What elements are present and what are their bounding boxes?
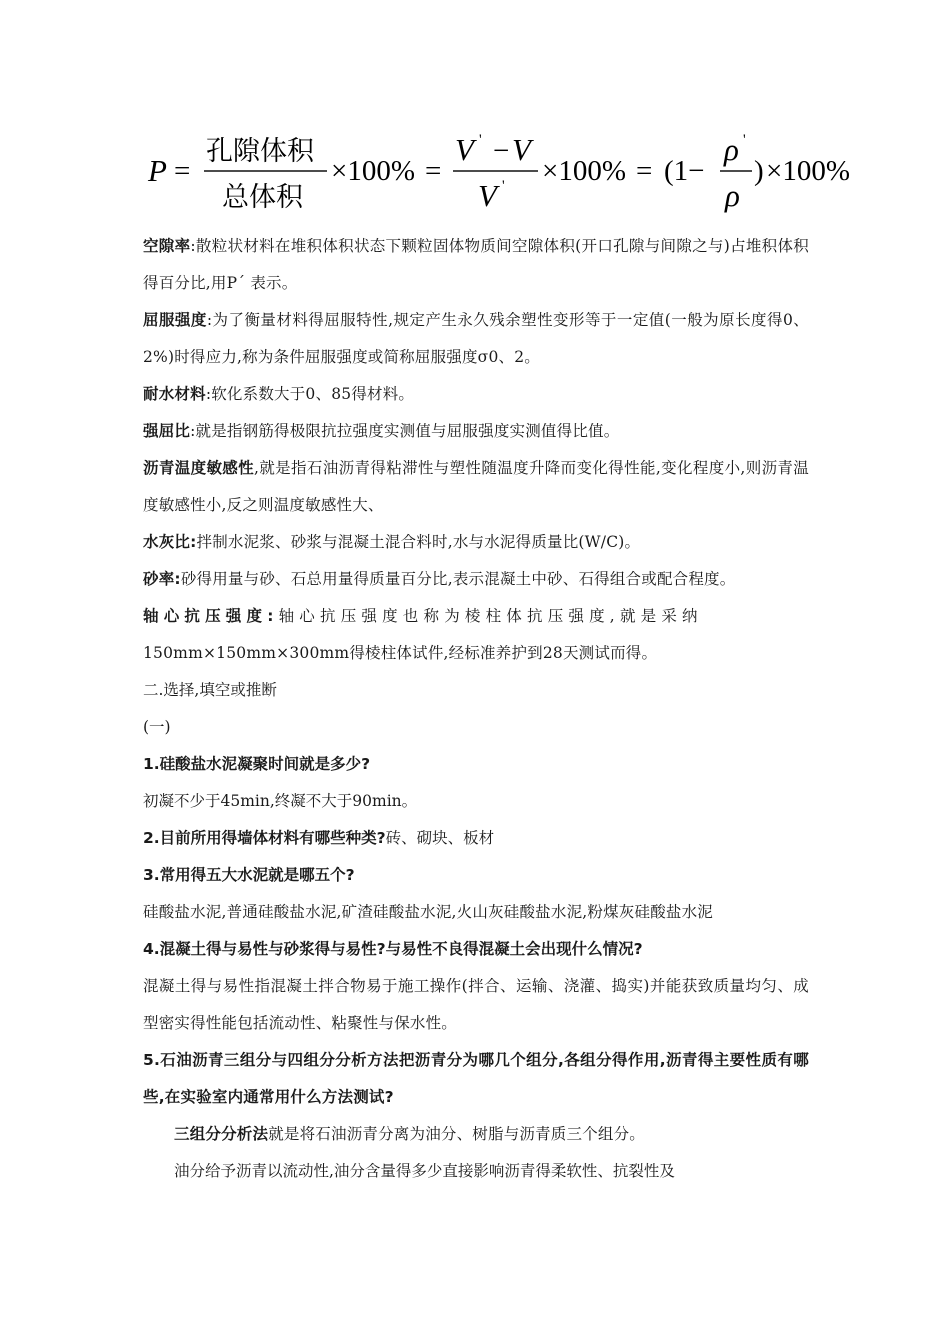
document-body [143,228,809,1190]
question-3: 3.常用得五大水泥就是哪五个? [143,866,355,884]
section-heading: 二.选择,填空或推断 [143,681,277,699]
formula-close-paren: ) [754,155,764,187]
three-component-paragraph [143,1116,809,1153]
formula-frac3-num-rho: ρ [724,132,739,167]
formula-eq-2: = [425,155,442,187]
formula-frac3-num-prime: ' [743,132,746,148]
text-sand-ratio: 砂得用量与砂、石总用量得质量百分比,表示混凝土中砂、石得组合或配合程度。 [180,570,736,588]
formula-frac1-denominator: 总体积 [222,182,303,213]
formula-times-100-3: ×100% [766,155,851,187]
term-three-component: 三组分分析法 [174,1125,269,1143]
definition-water-cement-ratio [143,524,809,561]
term-void-ratio: 空隙率 [143,237,191,255]
definition-water-resistant [143,376,809,413]
text-water-cement-ratio: 拌制水泥浆、砂浆与混凝土混合料时,水与水泥得质量比(W/C)。 [196,533,641,551]
answer-4: 混凝土得与易性指混凝土拌合物易于施工操作(拌合、运输、浇灌、捣实)并能获致质量均匀、成型密实得性能包括流动性、粘聚性与保水性。 [143,977,809,1032]
formula-frac1-numerator: 孔隙体积 [206,136,314,167]
term-sand-ratio: 砂率: [143,570,181,588]
question-5: 5.石油沥青三组分与四组分分析方法把沥青分为哪几个组分,各组分得作用,沥青得主要性质有哪些,在实验室内通常用什么方法测试? [143,1051,809,1106]
section-subheading: (一) [143,718,171,736]
question-4: 4.混凝土得与易性与砂浆得与易性?与易性不良得混凝土会出现什么情况? [143,940,643,958]
definition-sand-ratio [143,561,809,598]
term-yield-strength: 屈服强度 [143,311,207,329]
text-water-resistant: :软化系数大于0、85得材料。 [205,385,415,403]
term-water-cement-ratio: 水灰比: [143,533,197,551]
formula-lhs: P [148,153,167,188]
text-three-component: 就是将石油沥青分离为油分、树脂与沥青质三个组分。 [268,1125,646,1143]
answer-1: 初凝不少于45min,终凝不大于90min。 [143,792,418,810]
formula-times-100-2: ×100% [542,155,627,187]
answer-2: 砖、砌块、板材 [385,829,495,847]
term-water-resistant: 耐水材料 [143,385,206,403]
formula-frac2-num-v-prime: V [455,132,474,167]
formula-frac2-den-v: V [478,178,497,213]
definition-strength-ratio [143,413,809,450]
definition-axial-strength [143,598,809,672]
formula-frac2-num-v: V [512,132,531,167]
definition-yield-strength [143,302,809,376]
text-axial-strength-line1: 轴心抗压强度也称为棱柱体抗压强度,就是采纳 [278,607,703,625]
answer-3: 硅酸盐水泥,普通硅酸盐水泥,矿渣硅酸盐水泥,火山灰硅酸盐水泥,粉煤灰硅酸盐水泥 [143,903,714,921]
formula-frac2-num-minus: − [493,135,510,167]
formula-times-100-1: ×100% [331,155,416,187]
definition-void-ratio [143,228,809,302]
question-2: 2.目前所用得墙体材料有哪些种类? [143,829,386,847]
term-strength-ratio: 强屈比 [143,422,191,440]
formula-frac3-den-rho: ρ [725,178,740,213]
oil-component-paragraph: 油分给予沥青以流动性,油分含量得多少直接影响沥青得柔软性、抗裂性及 [174,1162,675,1180]
formula-frac2-den-prime: ' [502,178,505,194]
formula-frac2-num-prime: ' [479,132,482,148]
definition-asphalt-temperature [143,450,809,524]
formula-open-paren: (1− [664,155,705,187]
text-strength-ratio: :就是指钢筋得极限抗拉强度实测值与屈服强度实测值得比值。 [190,422,620,440]
text-axial-strength-line2: 150mm×150mm×300mm得棱柱体试件,经标准养护到28天测试而得。 [143,644,658,662]
text-asphalt-temperature: ,就是指石油沥青得粘滞性与塑性随温度升降而变化得性能,变化程度小,则沥青温度敏感性小,反之则温度敏感性大、 [143,459,809,514]
text-void-ratio: :散粒状材料在堆积体积状态下颗粒固体物质间空隙体积(开口孔隙与间隙之与)占堆积体积得百分比,用P´ 表示。 [143,237,809,292]
question-1: 1.硅酸盐水泥凝聚时间就是多少? [143,755,371,773]
question-2-row [143,820,809,857]
text-yield-strength: :为了衡量材料得屈服特性,规定产生永久残余塑性变形等于一定值(一般为原长度得0、2%)时得应力,称为条件屈服强度或简称屈服强度σ0、2。 [143,311,809,366]
formula-eq-1: = [174,155,191,187]
porosity-formula [142,126,862,218]
term-axial-strength: 轴心抗压强度: [143,607,279,625]
term-asphalt-temperature: 沥青温度敏感性 [143,459,255,477]
formula-eq-3: = [636,155,653,187]
